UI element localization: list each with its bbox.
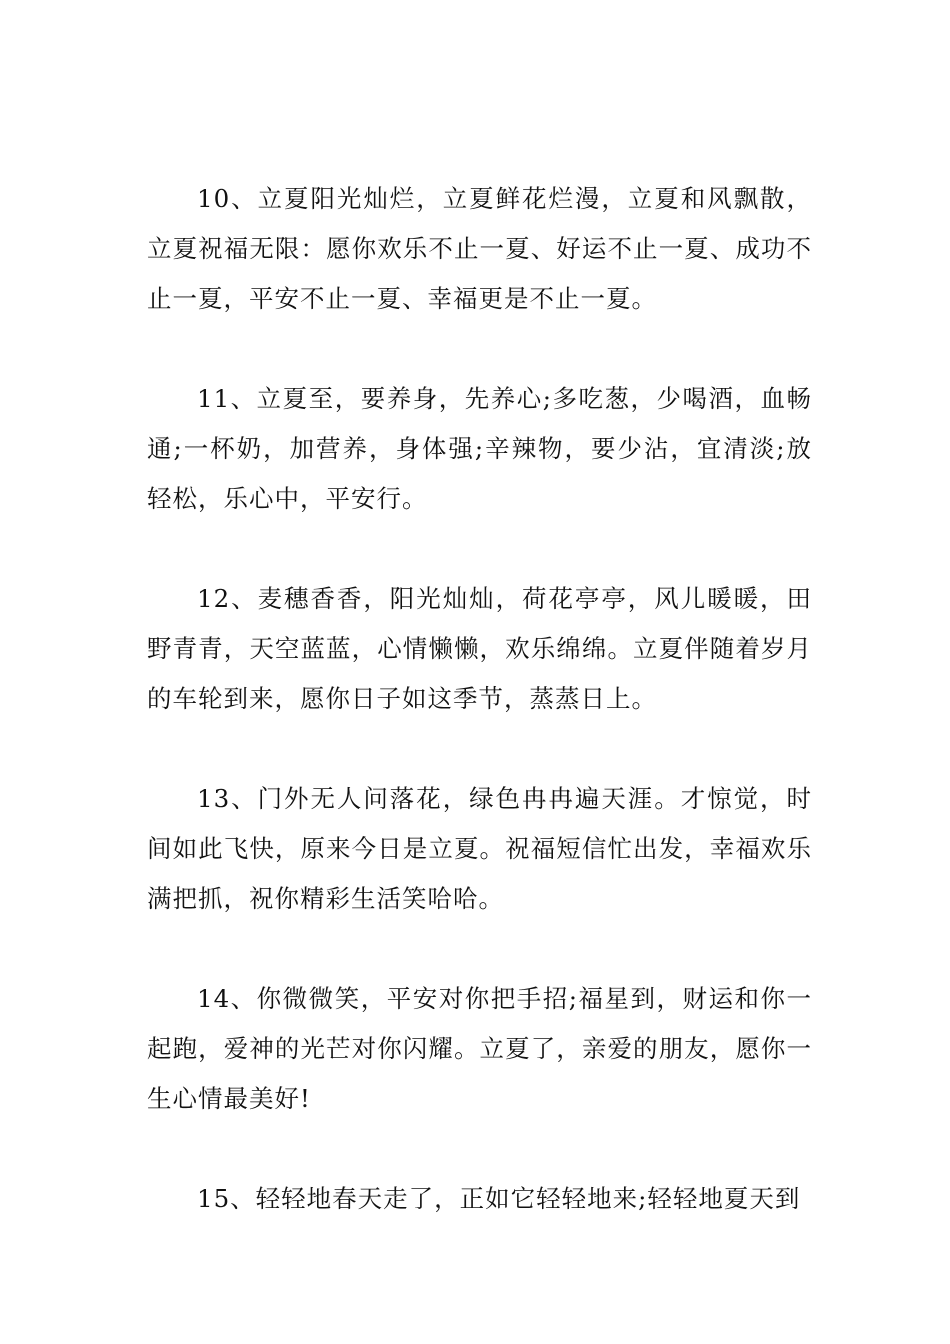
paragraph-11: 11、立夏至，要养身，先养心;多吃葱，少喝酒，血畅通;一杯奶，加营养，身体强;辛辣物，要少沾，宜清淡;放轻松，乐心中，平安行。	[147, 384, 812, 513]
paragraph-13: 13、门外无人问落花，绿色冉冉遍天涯。才惊觉，时间如此飞快，原来今日是立夏。祝福短信忙出发，幸福欢乐满把抓，祝你精彩生活笑哈哈。	[147, 784, 812, 913]
paragraph-14: 14、你微微笑，平安对你把手招;福星到，财运和你一起跑，爱神的光芒对你闪耀。立夏了，亲爱的朋友，愿你一生心情最美好!	[147, 984, 812, 1113]
paragraph-12: 12、麦穗香香，阳光灿灿，荷花亭亭，风儿暖暖，田野青青，天空蓝蓝，心情懒懒，欢乐绵绵。立夏伴随着岁月的车轮到来，愿你日子如这季节，蒸蒸日上。	[147, 584, 812, 713]
paragraph-15: 15、轻轻地春天走了，正如它轻轻地来;轻轻地夏天到	[197, 1184, 801, 1213]
paragraph-10: 10、立夏阳光灿烂，立夏鲜花烂漫，立夏和风飘散，立夏祝福无限：愿你欢乐不止一夏、好运不止一夏、成功不止一夏，平安不止一夏、幸福更是不止一夏。	[147, 184, 812, 313]
